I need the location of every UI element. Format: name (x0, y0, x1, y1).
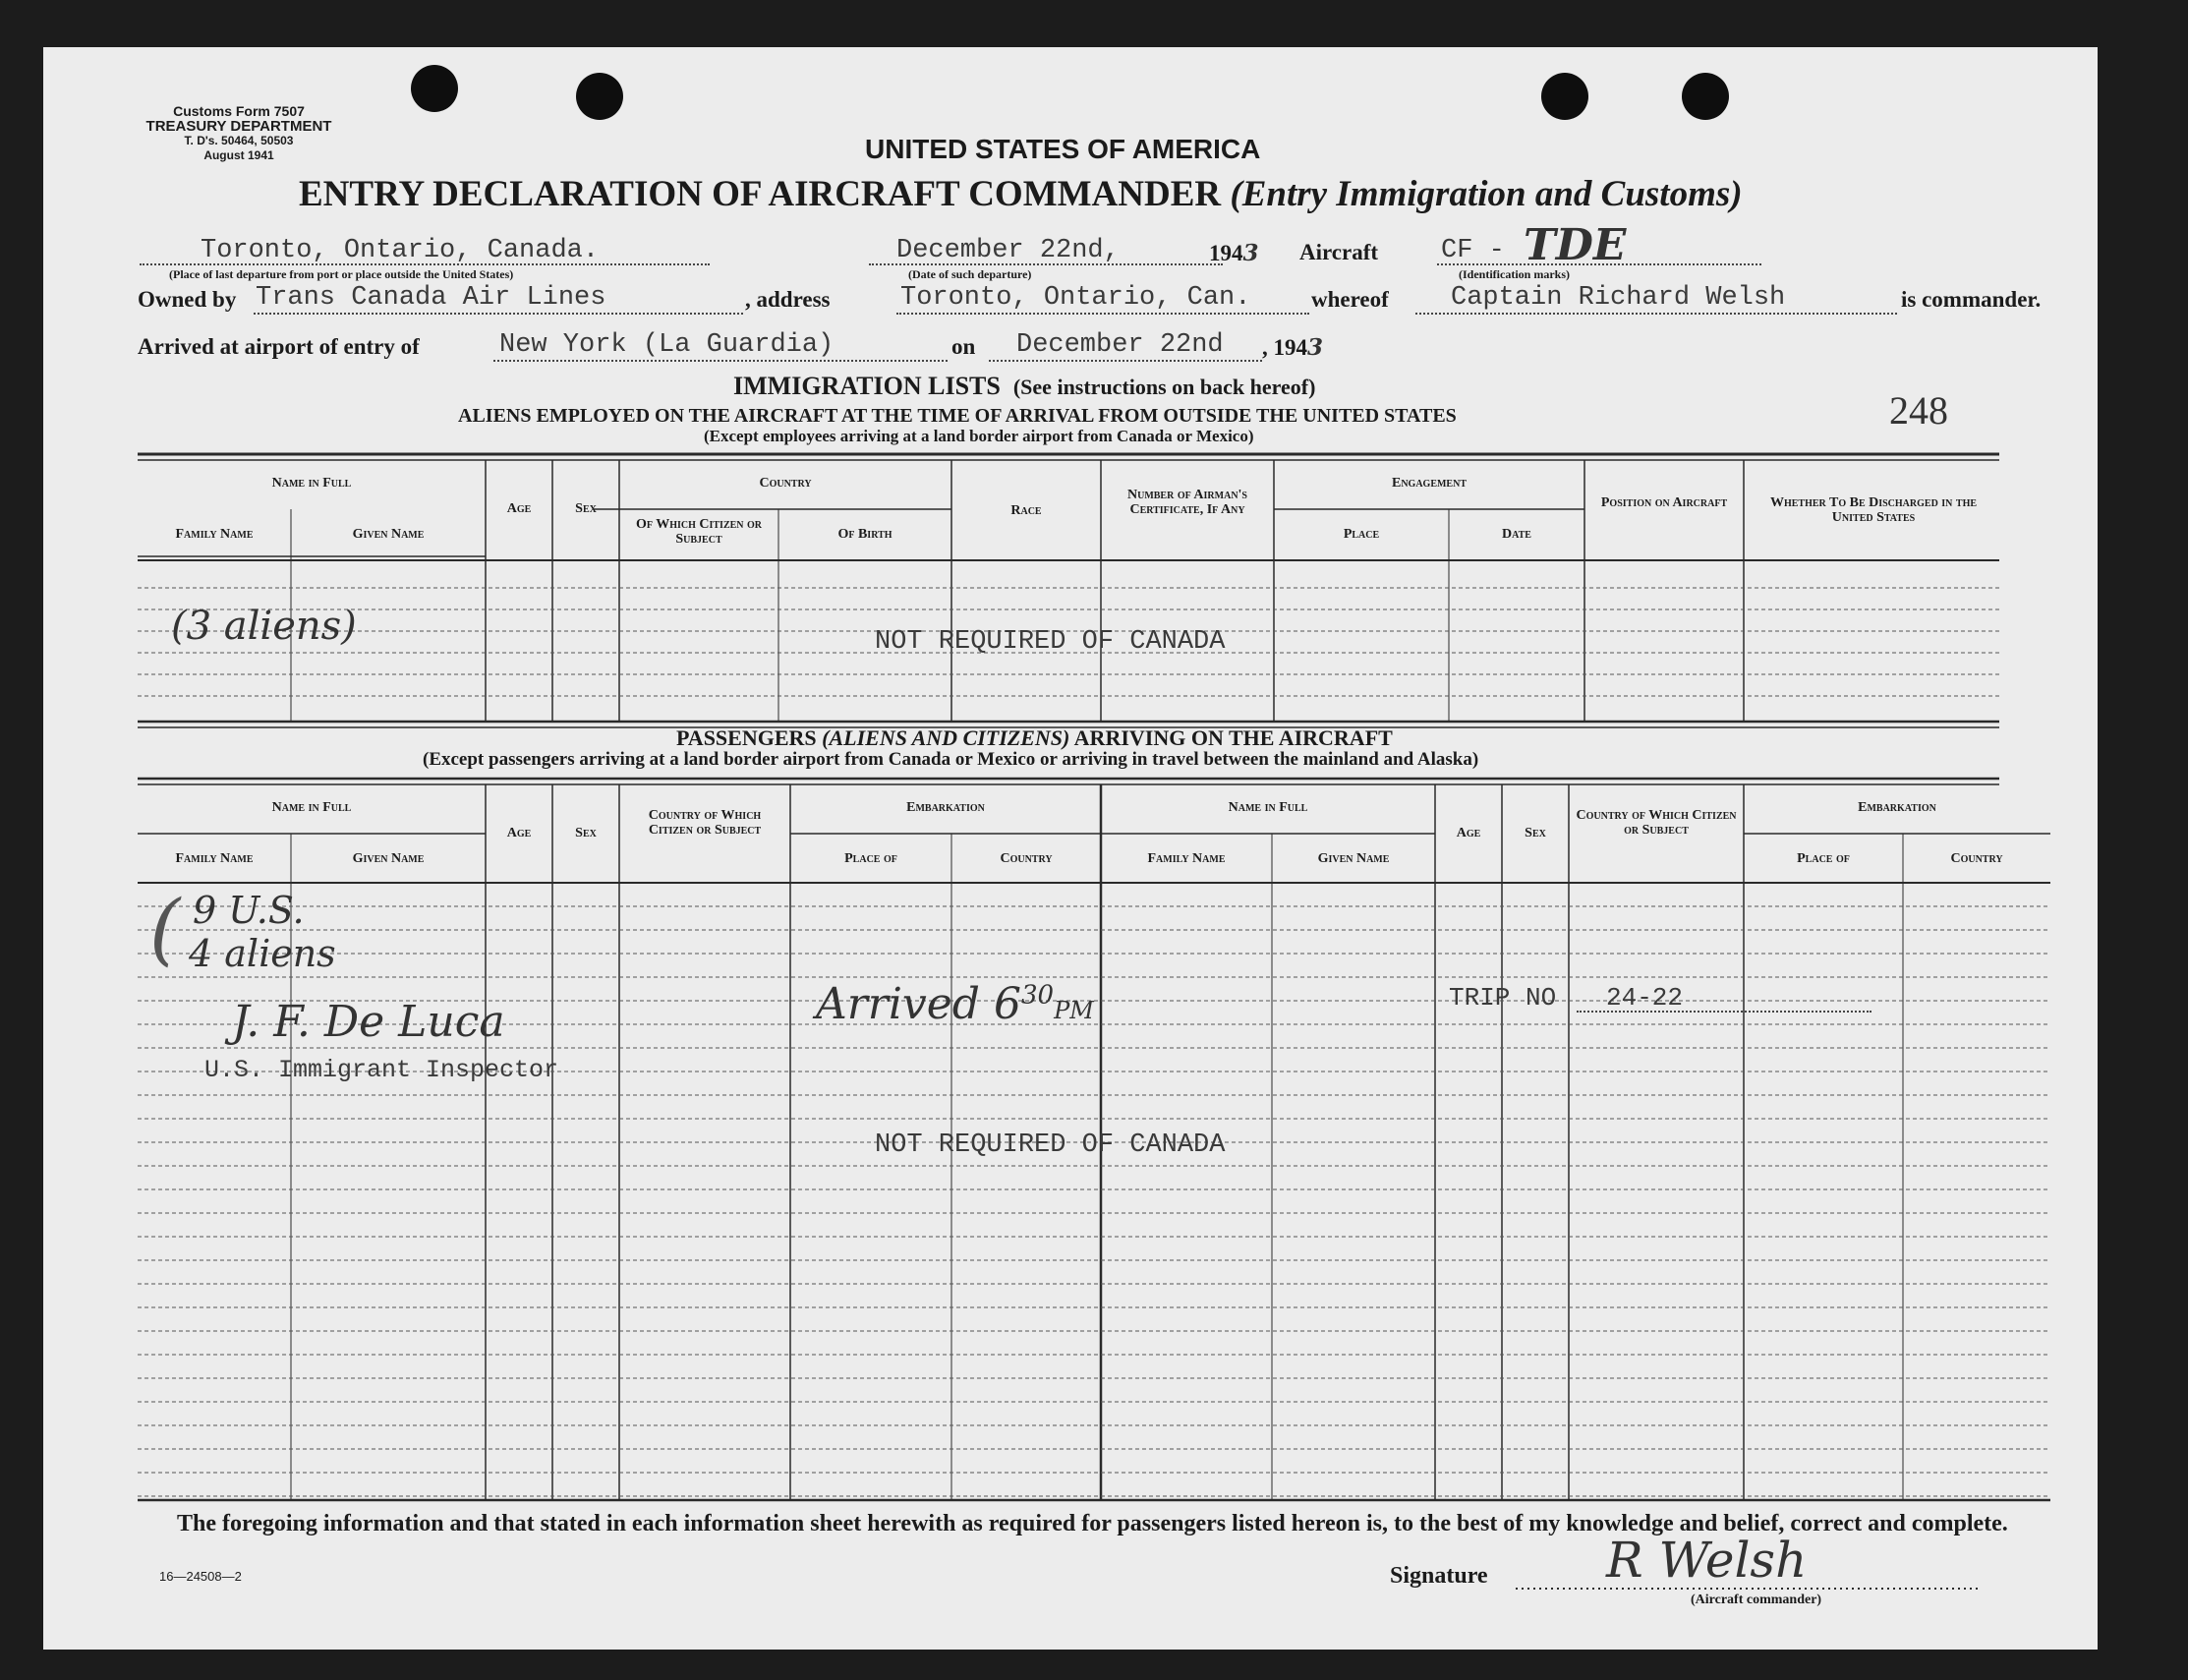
col-of-birth: Of Birth (837, 527, 892, 542)
passengers-stamp: NOT REQUIRED OF CANADA (875, 1130, 1226, 1160)
col-given-name: Given Name (352, 527, 425, 542)
departure-date-caption: (Date of such departure) (908, 267, 1032, 281)
col-date: Date (1502, 527, 1531, 542)
td-numbers: T. D's. 50464, 50503 (184, 134, 294, 147)
owner-address: Toronto, Ontario, Can. (900, 283, 1251, 313)
col-name-in-full: Name in Full (271, 476, 352, 491)
page-number: 248 (1889, 388, 1948, 433)
us-count-note: 9 U.S. (193, 889, 305, 932)
col-citizen-of-2: Country of Which Citizen or Subject (1576, 808, 1737, 838)
aliens-count-note: (3 aliens) (171, 604, 357, 649)
immigration-subheading: ALIENS EMPLOYED ON THE AIRCRAFT AT THE TIME OF ARRIVAL FROM OUTSIDE THE UNITED STATES (458, 405, 1457, 427)
arrived-text: Arrived 6 (816, 979, 1021, 1029)
col-given-name-2: Given Name (1317, 851, 1390, 866)
col-sex-2: Sex (1525, 826, 1546, 840)
immigration-heading-text: IMMIGRATION LISTS (733, 372, 1001, 400)
passengers-heading-prefix: PASSENGERS (676, 725, 817, 750)
immigration-heading-note: (See instructions on back hereof) (1012, 375, 1316, 399)
col-age: Age (506, 501, 532, 516)
col-age: Age (506, 826, 532, 840)
declaration-text: The foregoing information and that stated in each information sheet herewith as required for passengers listed hereon is, to the best of my knowledge and belief, correct and complete. (177, 1511, 2008, 1536)
year-prefix: , 194 (1262, 335, 1307, 360)
col-country: Country (1000, 851, 1053, 866)
form-title-italic: (Entry Immigration and Customs) (1230, 174, 1743, 214)
passengers-heading (676, 725, 1393, 751)
col-embarkation: Embarkation (906, 800, 985, 815)
col-name-in-full-2: Name in Full (1228, 800, 1308, 815)
arrival-airport: New York (La Guardia) (499, 330, 835, 360)
commander-name: Captain Richard Welsh (1451, 283, 1786, 313)
col-place-of: Place of (844, 851, 897, 866)
arrival-date: December 22nd (1016, 330, 1224, 360)
form-title-main: ENTRY DECLARATION OF AIRCRAFT COMMANDER (299, 174, 1222, 214)
col-discharged: Whether To Be Discharged in the United States (1769, 495, 1978, 525)
immigration-stamp: NOT REQUIRED OF CANADA (875, 627, 1226, 657)
year-digit: 3 (1307, 334, 1324, 361)
aircraft-marks: TDE (1524, 220, 1627, 270)
col-position: Position on Aircraft (1600, 495, 1728, 510)
commander-signature: R Welsh (1606, 1532, 1808, 1589)
passengers-note: (Except passengers arriving at a land border airport from Canada or Mexico or arriving in travel between the mainland and Alaska) (423, 749, 1479, 770)
form-number: Customs Form 7507 (173, 103, 305, 119)
inspector-signature: J. F. De Luca (232, 997, 505, 1047)
arrival-time-note (816, 979, 1094, 1029)
col-sex: Sex (575, 826, 597, 840)
inspector-title: U.S. Immigrant Inspector (204, 1056, 559, 1084)
owned-by-label: Owned by (138, 287, 237, 312)
col-family-name: Family Name (175, 851, 254, 866)
form-date: August 1941 (203, 148, 274, 162)
address-label: , address (745, 287, 831, 312)
whereof-label: whereof (1311, 287, 1389, 312)
arrival-label: Arrived at airport of entry of (138, 334, 420, 359)
col-sex: Sex (575, 501, 597, 516)
col-citizen-of: Of Which Citizen or Subject (635, 517, 763, 547)
col-airman-cert: Number of Airman's Certificate, If Any (1126, 488, 1247, 517)
col-place: Place (1343, 527, 1380, 542)
print-code: 16—24508—2 (159, 1569, 242, 1584)
year-digit: 3 (1242, 240, 1259, 266)
col-engagement: Engagement (1391, 476, 1467, 491)
signature-label: Signature (1390, 1563, 1488, 1589)
aircraft-label: Aircraft (1299, 240, 1379, 264)
col-race: Race (1010, 503, 1042, 518)
trip-label: TRIP NO (1449, 983, 1557, 1013)
immigration-subnote: (Except employees arriving at a land border airport from Canada or Mexico) (704, 427, 1254, 445)
department: TREASURY DEPARTMENT (145, 118, 332, 135)
aliens-count-note-2: 4 aliens (189, 932, 336, 975)
departure-date: December 22nd, (896, 236, 1120, 265)
aircraft-prefix: CF - (1441, 236, 1505, 265)
departure-place: Toronto, Ontario, Canada. (201, 236, 600, 265)
col-embarkation-2: Embarkation (1858, 800, 1936, 815)
aircraft-caption: (Identification marks) (1459, 267, 1570, 281)
col-family-name: Family Name (175, 527, 254, 542)
passengers-heading-italic: (ALIENS AND CITIZENS) (822, 725, 1070, 750)
signature-caption: (Aircraft commander) (1691, 1593, 1822, 1607)
arrival-pm: PM (1054, 997, 1094, 1024)
bracket-mark: ( (149, 883, 181, 974)
col-name-in-full: Name in Full (271, 800, 352, 815)
owner-name: Trans Canada Air Lines (256, 283, 606, 313)
passengers-heading-suffix: ARRIVING ON THE AIRCRAFT (1073, 725, 1393, 750)
on-label: on (951, 334, 976, 359)
col-family-name-2: Family Name (1147, 851, 1226, 866)
col-citizen-of: Country of Which Citizen or Subject (648, 808, 762, 838)
col-country: Country (759, 476, 812, 491)
col-country-2: Country (1950, 851, 2003, 866)
col-given-name: Given Name (352, 851, 425, 866)
country-heading: UNITED STATES OF AMERICA (865, 134, 1261, 164)
year-prefix: 194 (1209, 241, 1243, 265)
is-commander-label: is commander. (1901, 287, 2042, 312)
form-sheet (43, 47, 2098, 1650)
trip-number: 24-22 (1606, 983, 1684, 1013)
form-grid (43, 47, 2098, 1650)
col-place-of-2: Place of (1797, 851, 1850, 866)
col-age-2: Age (1456, 826, 1481, 840)
departure-place-caption: (Place of last departure from port or place outside the United States) (169, 267, 514, 281)
arrival-minutes: 30 (1020, 980, 1055, 1011)
